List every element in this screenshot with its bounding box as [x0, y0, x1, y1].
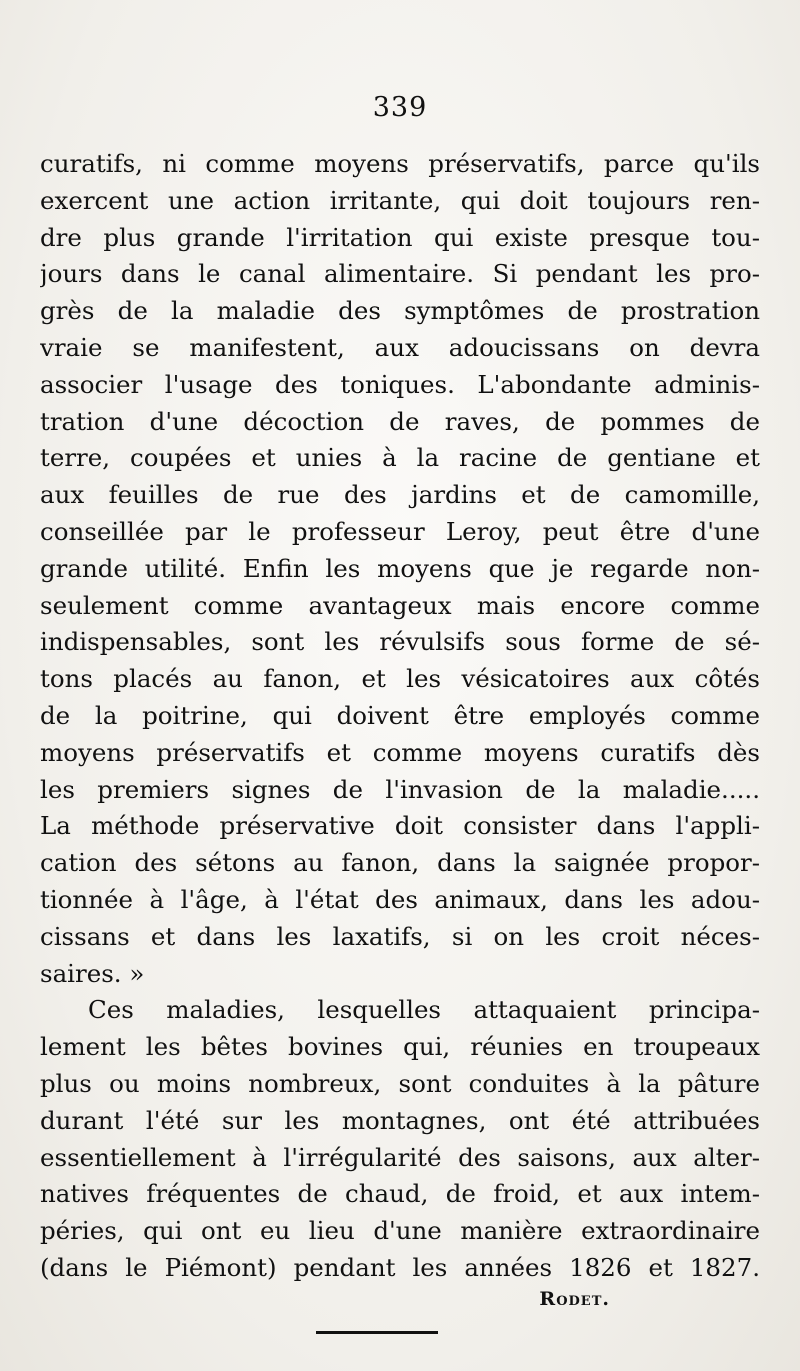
text-line: La méthode préservative doit consister dans l'appli- — [40, 811, 760, 841]
text-line: de la poitrine, qui doivent être employés comme — [40, 700, 760, 730]
text-line: dre plus grande l'irritation qui existe presque tou- — [40, 222, 760, 252]
text-line: plus ou moins nombreux, sont conduites à la pâture — [40, 1068, 760, 1098]
text-line: vraie se manifestent, aux adoucissans on devra — [40, 332, 760, 362]
text-line: natives fréquentes de chaud, de froid, et aux intem- — [40, 1179, 760, 1209]
text-line: jours dans le canal alimentaire. Si pendant les pro- — [40, 259, 760, 289]
text-line: cissans et dans les laxatifs, si on les croit néces- — [40, 921, 760, 951]
body-text — [40, 146, 760, 1287]
text-line: saires. » — [40, 958, 145, 988]
text-line: lement les bêtes bovines qui, réunies en troupeaux — [40, 1032, 760, 1062]
text-line: durant l'été sur les montagnes, ont été attribuées — [40, 1105, 760, 1135]
section-divider — [316, 1331, 438, 1334]
text-line: les premiers signes de l'invasion de la maladie..... — [40, 774, 760, 804]
text-line: tons placés au fanon, et les vésicatoires aux côtés — [40, 664, 760, 694]
text-line: essentiellement à l'irrégularité des saisons, aux alter- — [40, 1142, 760, 1172]
text-line: seulement comme avantageux mais encore comme — [40, 590, 760, 620]
text-line: aux feuilles de rue des jardins et de camomille, — [40, 480, 760, 510]
text-line: tionnée à l'âge, à l'état des animaux, dans les adou- — [40, 884, 760, 914]
text-line: péries, qui ont eu lieu d'une manière extraordinaire — [40, 1216, 760, 1246]
text-line: curatifs, ni comme moyens préservatifs, parce qu'ils — [40, 149, 760, 178]
text-line: conseillée par le professeur Leroy, peut être d'une — [40, 516, 760, 546]
text-line: terre, coupées et unies à la racine de gentiane et — [40, 443, 760, 473]
text-line: grande utilité. Enfin les moyens que je regarde non- — [40, 553, 760, 583]
text-line: (dans le Piémont) pendant les années 1826 et 1827. — [40, 1252, 760, 1282]
text-line: grès de la maladie des symptômes de prostration — [40, 296, 760, 326]
text-line: exercent une action irritante, qui doit toujours ren- — [40, 185, 760, 215]
text-line: Ces maladies, lesquelles attaquaient principa- — [88, 995, 760, 1025]
text-line: tration d'une décoction de raves, de pommes de — [40, 406, 760, 436]
text-line: moyens préservatifs et comme moyens curatifs dès — [40, 737, 760, 767]
page-number: 339 — [372, 92, 428, 123]
text-line: cation des sétons au fanon, dans la saignée propor- — [40, 848, 760, 878]
author-signature: Rodet. — [539, 1288, 610, 1310]
text-line: associer l'usage des toniques. L'abondante adminis- — [40, 369, 760, 399]
text-line: indispensables, sont les révulsifs sous forme de sé- — [40, 627, 760, 657]
